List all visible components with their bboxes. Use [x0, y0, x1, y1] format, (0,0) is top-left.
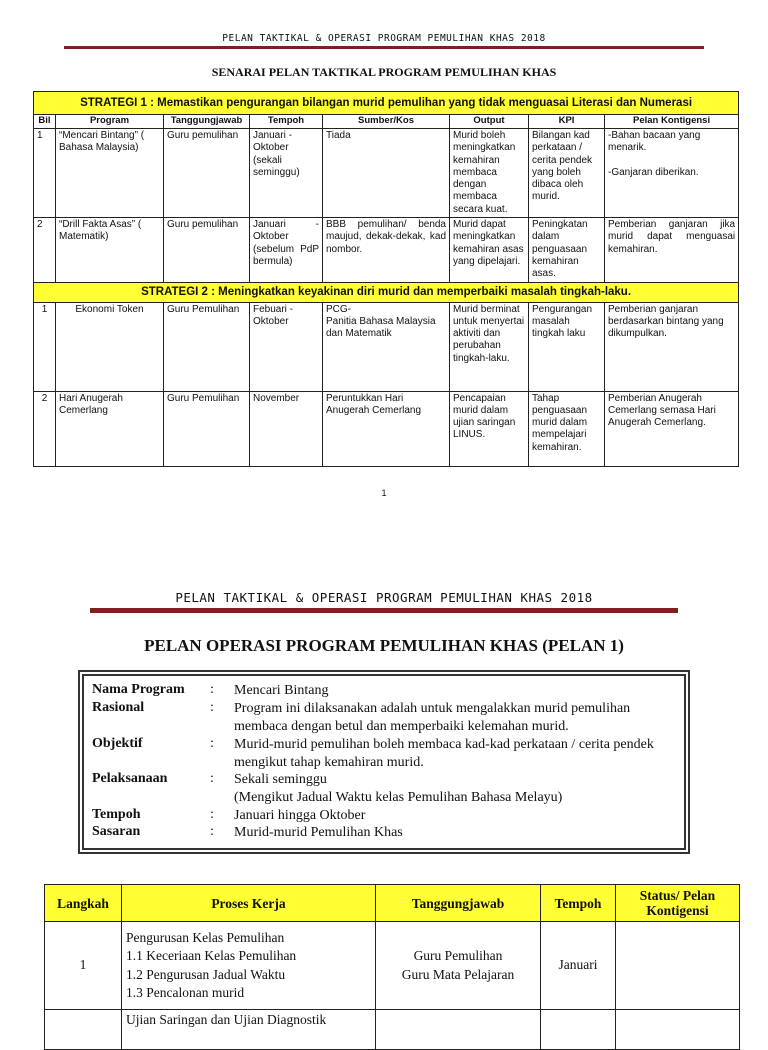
cell-kpi: Bilangan kad perkataan / cerita pendek yang boleh dibaca oleh murid.	[529, 129, 605, 218]
info-value: Murid-murid pemulihan boleh membaca kad-kad perkataan / cerita pendek mengikut tahap kemahiran murid.	[234, 737, 654, 770]
table-row	[34, 302, 739, 391]
cell-tanggungjawab: Guru Pemulihan Guru Mata Pelajaran	[376, 922, 541, 1010]
info-colon: :	[210, 736, 214, 751]
info-label: Objektif	[92, 736, 143, 751]
col-header: Tanggungjawab	[376, 885, 541, 922]
info-value: Januari hingga Oktober	[234, 808, 366, 823]
info-label: Sasaran	[92, 824, 141, 839]
table-header-row	[45, 885, 740, 922]
cell-bil: 2	[34, 218, 56, 282]
info-label: Pelaksanaan	[92, 771, 168, 786]
cell-sumber: Tiada	[323, 129, 450, 218]
info-label: Rasional	[92, 700, 145, 715]
proses-line: 1.3 Pencalonan murid	[126, 985, 245, 1000]
tactical-plan-table	[33, 91, 739, 467]
operation-plan-table	[44, 884, 740, 1050]
header-divider	[64, 46, 704, 49]
table-row	[34, 218, 739, 282]
cell-kpi: Pengurangan masalah tingkah laku	[529, 302, 605, 391]
cell-sumber: PCG- Panitia Bahasa Malaysia dan Matematik	[323, 302, 450, 391]
table-row	[45, 1010, 740, 1050]
cell-status	[616, 922, 740, 1010]
header-divider	[90, 608, 678, 613]
cell-tempoh: November	[250, 391, 323, 466]
cell-kontigensi: -Bahan bacaan yang menarik. -Ganjaran diberikan.	[605, 129, 739, 218]
cell-bil: 1	[34, 129, 56, 218]
cell-kpi: Tahap penguasaan murid dalam mempelajari kemahiran.	[529, 391, 605, 466]
cell-kontigensi: Pemberian ganjaran jika murid dapat menguasai kemahiran.	[605, 218, 739, 282]
info-value: Mencari Bintang	[234, 683, 329, 698]
cell-tempoh: Febuari - Oktober	[250, 302, 323, 391]
info-value: Murid-murid Pemulihan Khas	[234, 825, 403, 840]
cell-program: Hari Anugerah Cemerlang	[56, 391, 164, 466]
col-header: Tempoh	[250, 115, 323, 129]
cell-output: Pencapaian murid dalam ujian saringan LINUS.	[450, 391, 529, 466]
cell-kpi: Peningkatan dalam penguasaan kemahiran asas.	[529, 218, 605, 282]
cell-sumber: BBB pemulihan/ benda maujud, dekak-dekak, kad nombor.	[323, 218, 450, 282]
cell-tempoh: Januari - Oktober (sebelum PdP bermula)	[250, 218, 323, 282]
table-row	[45, 922, 740, 1010]
cell-tanggungjawab	[376, 1010, 541, 1050]
col-header: KPI	[529, 115, 605, 129]
cell-output: Murid boleh meningkatkan kemahiran membaca dengan membaca secara kuat.	[450, 129, 529, 218]
cell-tempoh	[541, 1010, 616, 1050]
cell-kontigensi: Pemberian ganjaran berdasarkan bintang yang dikumpulkan.	[605, 302, 739, 391]
table-row	[34, 391, 739, 466]
cell-proses	[122, 1010, 376, 1050]
col-header: Status/ Pelan Kontigensi	[616, 885, 740, 922]
strategy-1-title: STRATEGI 1 : Memastikan pengurangan bilangan murid pemulihan yang tidak menguasai Literasi dan Numerasi	[34, 92, 739, 115]
info-value: Program ini dilaksanakan adalah untuk mengalakkan murid pemulihan membaca dengan betul dan memperbaiki kelemahan murid.	[234, 701, 631, 734]
cell-tanggungjawab: Guru pemulihan	[164, 129, 250, 218]
col-header: Proses Kerja	[122, 885, 376, 922]
info-value: Sekali seminggu (Mengikut Jadual Waktu kelas Pemulihan Bahasa Melayu)	[234, 772, 563, 805]
page2-title: PELAN OPERASI PROGRAM PEMULIHAN KHAS (PELAN 1)	[144, 636, 624, 655]
strategy-1-row	[34, 92, 739, 115]
cell-bil: 2	[34, 391, 56, 466]
cell-sumber: Peruntukkan Hari Anugerah Cemerlang	[323, 391, 450, 466]
col-header: Tanggungjawab	[164, 115, 250, 129]
info-colon: :	[210, 682, 214, 697]
col-header: Tempoh	[541, 885, 616, 922]
page2-header: PELAN TAKTIKAL & OPERASI PROGRAM PEMULIHAN KHAS 2018	[175, 590, 593, 605]
cell-tanggungjawab: Guru Pemulihan	[164, 302, 250, 391]
info-colon: :	[210, 824, 214, 839]
col-header: Pelan Kontigensi	[605, 115, 739, 129]
info-colon: :	[210, 771, 214, 786]
strategy-2-row	[34, 282, 739, 302]
cell-langkah	[45, 1010, 122, 1050]
table-header-row	[34, 115, 739, 129]
cell-output: Murid dapat meningkatkan kemahiran asas yang dipelajari.	[450, 218, 529, 282]
col-header: Langkah	[45, 885, 122, 922]
proses-line: Pengurusan Kelas Pemulihan	[126, 929, 285, 945]
cell-program: Ekonomi Token	[56, 302, 164, 391]
page1-title: SENARAI PELAN TAKTIKAL PROGRAM PEMULIHAN KHAS	[211, 65, 557, 79]
info-colon: :	[210, 807, 214, 822]
proses-line: 1.2 Pengurusan Jadual Waktu	[126, 966, 286, 982]
cell-tanggungjawab: Guru pemulihan	[164, 218, 250, 282]
page1-header: PELAN TAKTIKAL & OPERASI PROGRAM PEMULIHAN KHAS 2018	[222, 33, 546, 44]
cell-tanggungjawab: Guru Pemulihan	[164, 391, 250, 466]
proses-line: 1.1 Keceriaan Kelas Pemulihan	[126, 948, 297, 963]
proses-line: Ujian Saringan dan Ujian Diagnostik	[126, 1012, 327, 1027]
table-row	[34, 129, 739, 218]
info-colon: :	[210, 700, 214, 715]
col-header: Program	[56, 115, 164, 129]
cell-output: Murid berminat untuk menyertai aktiviti dan perubahan tingkah-laku.	[450, 302, 529, 391]
cell-tempoh: Januari	[541, 922, 616, 1010]
col-header: Output	[450, 115, 529, 129]
cell-program: “Mencari Bintang” ( Bahasa Malaysia)	[56, 129, 164, 218]
cell-proses	[122, 922, 376, 1010]
cell-bil: 1	[34, 302, 56, 391]
cell-langkah: 1	[45, 922, 122, 1010]
col-header: Bil	[34, 115, 56, 129]
col-header: Sumber/Kos	[323, 115, 450, 129]
cell-status	[616, 1010, 740, 1050]
page-number: 1	[381, 488, 387, 498]
cell-kontigensi: Pemberian Anugerah Cemerlang semasa Hari Anugerah Cemerlang.	[605, 391, 739, 466]
cell-program: “Drill Fakta Asas” ( Matematik)	[56, 218, 164, 282]
info-label: Nama Program	[92, 682, 185, 697]
program-info-box	[82, 674, 686, 850]
cell-tempoh: Januari - Oktober (sekali seminggu)	[250, 129, 323, 218]
strategy-2-title: STRATEGI 2 : Meningkatkan keyakinan diri murid dan memperbaiki masalah tingkah-laku.	[34, 282, 739, 302]
info-label: Tempoh	[92, 807, 141, 822]
